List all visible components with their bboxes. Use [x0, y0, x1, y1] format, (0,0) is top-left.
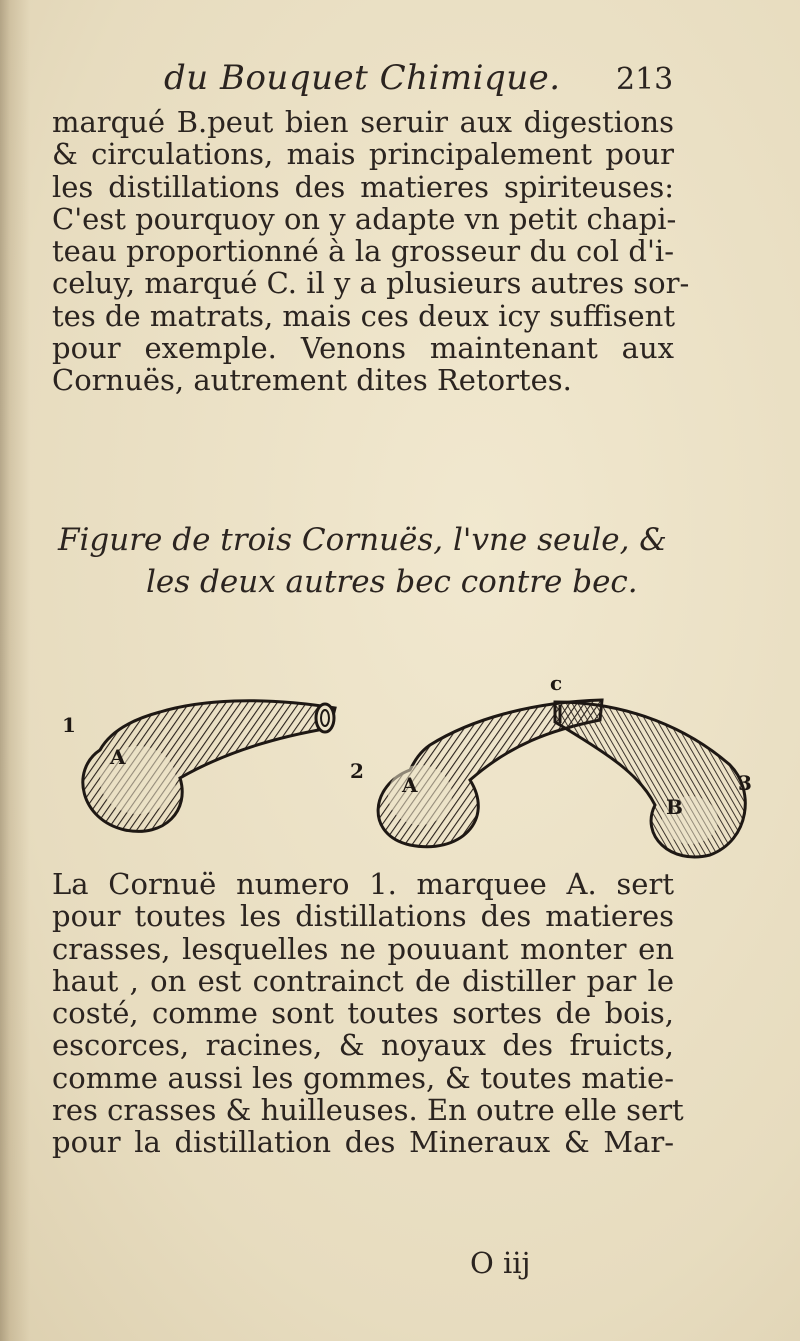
figure-label-2: 2 — [350, 759, 364, 783]
running-title: du Bouquet Chimique. — [164, 58, 561, 98]
text-line: pour exemple. Venons maintenant aux — [52, 331, 674, 366]
text-line: teau proportionné à la grosseur du col d'i- — [52, 234, 674, 269]
paragraph-1 — [52, 105, 690, 398]
retort-illustration — [50, 660, 780, 870]
caption-line-2: les deux autres bec contre bec. — [146, 564, 638, 600]
text-line: tes de matrats, mais ces deux icy suffisent — [52, 298, 676, 333]
text-line: costé, comme sont toutes sortes de bois, — [52, 996, 674, 1031]
figure-label-1: 1 — [62, 713, 76, 737]
figure-label-a1: A — [110, 745, 126, 769]
text-line: haut , on est contrainct de distiller par le — [52, 963, 674, 998]
page-header — [164, 58, 684, 106]
text-line: les distillations des matieres spiriteuses: — [52, 169, 674, 204]
caption-line-1: Figure de trois Cornuës, l'vne seule, & — [58, 522, 667, 558]
text-line: comme aussi les gommes, & toutes matie- — [52, 1060, 674, 1095]
text-line: Cornuës, autrement dites Retortes. — [52, 363, 572, 398]
signature-mark: O iij — [470, 1246, 531, 1280]
text-line: La Cornuë numero 1. marquee A. sert — [52, 867, 674, 901]
text-line: escorces, racines, & noyaux des fruicts, — [52, 1028, 674, 1063]
text-line: crasses, lesquelles ne pouuant monter en — [52, 931, 674, 966]
text-line: marqué B.peut bien seruir aux digestions — [52, 105, 674, 139]
retort-3 — [555, 702, 745, 857]
page-number: 213 — [616, 62, 674, 97]
figure-caption — [58, 520, 718, 610]
text-line: res crasses & huilleuses. En outre elle sert — [52, 1093, 684, 1128]
text-line: C'est pourquoy on y adapte vn petit chapi- — [52, 201, 677, 236]
paragraph-2 — [52, 867, 684, 1160]
text-line: celuy, marqué C. il y a plusieurs autres sor- — [52, 266, 690, 301]
text-line: pour toutes les distillations des matieres — [52, 899, 674, 934]
retort-engraving — [50, 660, 780, 870]
figure-label-c: c — [550, 671, 563, 695]
text-line: & circulations, mais principalement pour — [52, 137, 674, 172]
figure-label-a2: A — [402, 773, 418, 797]
figure-label-b: B — [666, 795, 683, 819]
text-line: pour la distillation des Mineraux & Mar- — [52, 1125, 674, 1160]
figure-label-3: 3 — [738, 771, 752, 795]
